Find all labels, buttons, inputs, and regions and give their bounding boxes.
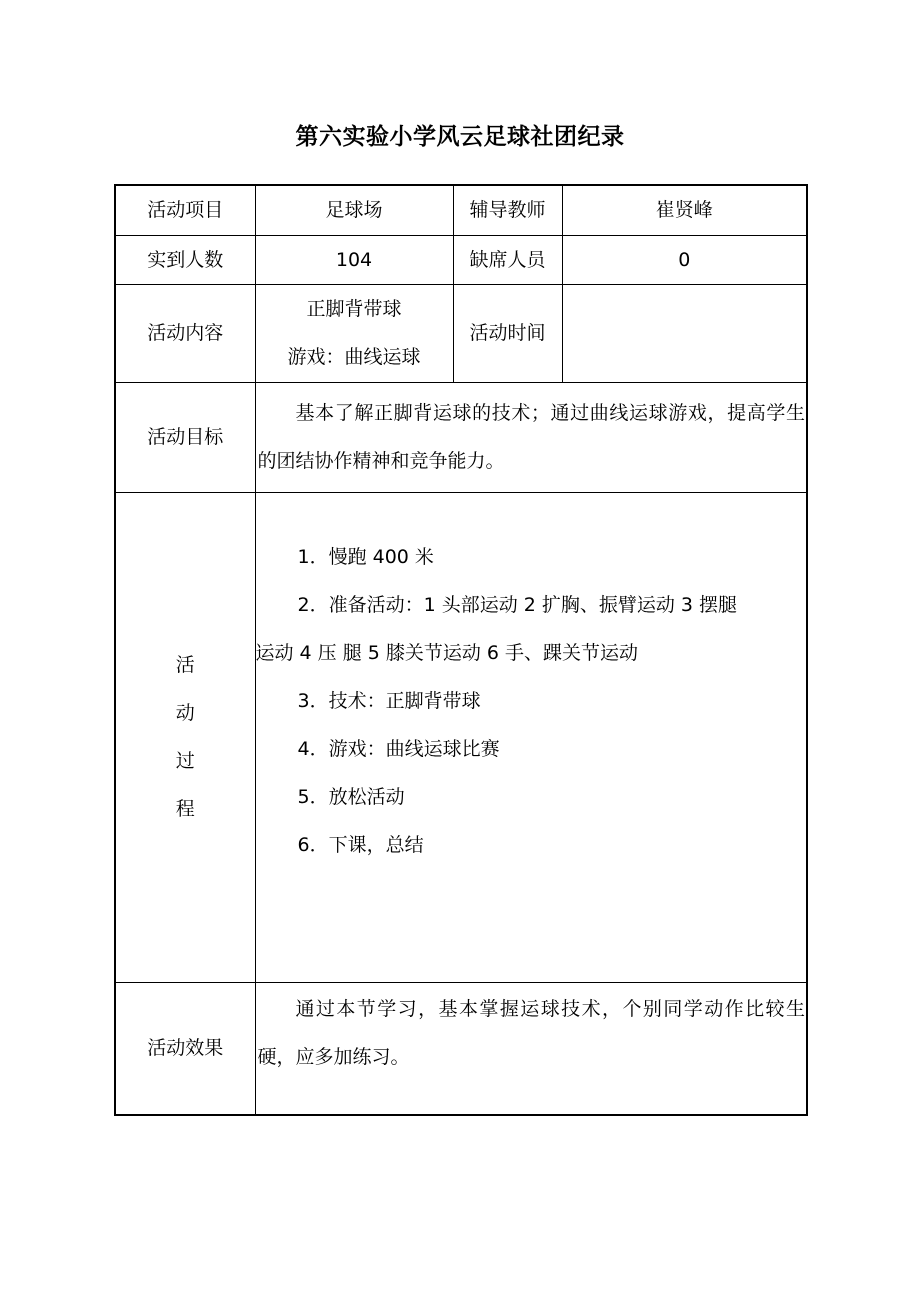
- step-3: 3．技术：正脚背带球: [297, 689, 481, 712]
- time-label: 活动时间: [453, 284, 562, 382]
- content-value: [255, 284, 453, 382]
- attend-label: 实到人数: [115, 235, 255, 284]
- process-label-char: 程: [175, 798, 195, 820]
- record-table: [114, 184, 808, 1116]
- teacher-label: 辅导教师: [453, 185, 562, 235]
- row-content: [115, 284, 807, 382]
- step-6: 6．下课，总结: [297, 833, 424, 856]
- process-label-char: 动: [175, 702, 195, 724]
- step-2-cont: 运动 4 压 腿 5 膝关节运动 6 手、踝关节运动: [255, 641, 639, 664]
- content-line-1: 正脚背带球: [306, 298, 402, 320]
- goal-cell: [255, 382, 807, 492]
- content-line-2: 游戏：曲线运球: [287, 346, 421, 368]
- process-label: [115, 492, 255, 982]
- absent-value: 0: [562, 235, 807, 284]
- goal-text: 基本了解正脚背运球的技术；通过曲线运球游戏，提高学生的团结协作精神和竞争能力。: [257, 402, 805, 472]
- process-label-char: 过: [175, 750, 195, 772]
- row-attendance: [115, 235, 807, 284]
- process-label-char: 活: [175, 654, 195, 676]
- effect-label: 活动效果: [115, 982, 255, 1115]
- step-1: 1．慢跑 400 米: [297, 545, 434, 568]
- process-cell: [255, 492, 807, 982]
- content-label: 活动内容: [115, 284, 255, 382]
- process-steps: [256, 493, 807, 869]
- row-project: [115, 185, 807, 235]
- time-value: [562, 284, 807, 382]
- goal-label: 活动目标: [115, 382, 255, 492]
- step-2: 2．准备活动：1 头部运动 2 扩胸、振臂运动 3 摆腿: [297, 593, 738, 616]
- project-value: 足球场: [255, 185, 453, 235]
- effect-text: 通过本节学习，基本掌握运球技术，个别同学动作比较生硬，应多加练习。: [257, 997, 805, 1068]
- attend-value: 104: [255, 235, 453, 284]
- row-goal: [115, 382, 807, 492]
- teacher-value: 崔贤峰: [562, 185, 807, 235]
- page-title: 第六实验小学风云足球社团纪录: [295, 124, 625, 150]
- project-label: 活动项目: [115, 185, 255, 235]
- step-4: 4．游戏：曲线运球比赛: [297, 737, 500, 760]
- step-5: 5．放松活动: [297, 785, 405, 808]
- row-effect: [115, 982, 807, 1115]
- effect-cell: [255, 982, 807, 1115]
- row-process: [115, 492, 807, 982]
- absent-label: 缺席人员: [453, 235, 562, 284]
